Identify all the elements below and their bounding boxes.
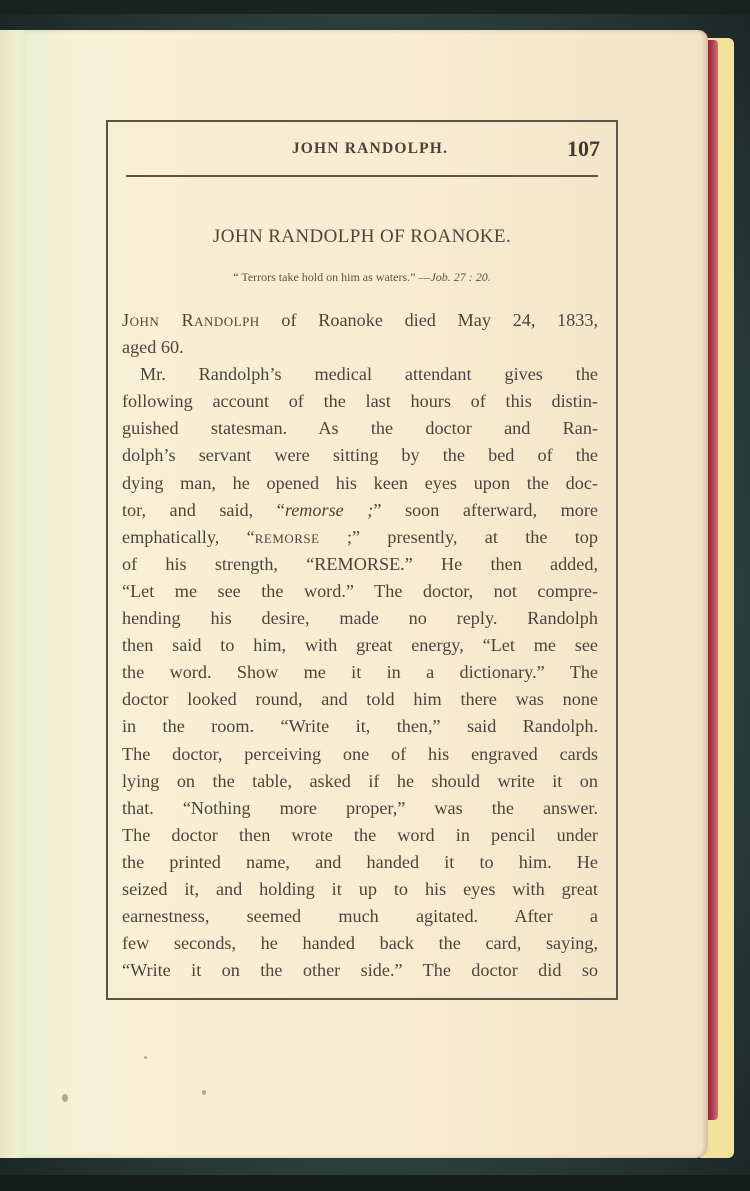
text-line <box>122 578 598 605</box>
text-run: The doctor then wrote the word in pencil under <box>122 824 598 845</box>
text-run: following account of the last hours of this distin- <box>122 391 598 412</box>
text-line <box>122 388 598 415</box>
page-number: 107 <box>567 136 600 161</box>
text-line <box>122 524 598 551</box>
text-run: The doctor, perceiving one of his engraved cards <box>122 743 598 764</box>
text-run: dolph’s servant were sitting by the bed of the <box>122 445 598 466</box>
text-line <box>122 876 598 903</box>
chapter-title: JOHN RANDOLPH OF ROANOKE. <box>212 226 512 247</box>
text-run: hending his desire, made no reply. Randolph <box>122 608 598 629</box>
text-run: few seconds, he handed back the card, saying, <box>122 933 598 954</box>
text-run: ” soon afterward, more <box>373 499 598 520</box>
text-line <box>122 713 598 740</box>
text-line <box>122 632 598 659</box>
text-line <box>122 605 598 632</box>
text-run: “Write it on the other side.” The doctor did so <box>122 960 598 981</box>
text-run: tor, and said, “ <box>122 499 285 520</box>
background-shadow-bottom <box>0 1175 750 1191</box>
text-run: ;” presently, at the top <box>319 526 598 547</box>
text-run: that. “Nothing more proper,” was the answer. <box>122 797 598 818</box>
background-shadow-top <box>0 0 750 14</box>
text-line <box>122 930 598 957</box>
text-run: of his strength, “REMORSE.” He then added, <box>122 553 598 574</box>
text-run: aged 60. <box>122 337 184 358</box>
text-line <box>122 551 598 578</box>
foxing-spot <box>202 1090 206 1095</box>
epigraph-citation: Job. 27 : 20. <box>430 270 491 284</box>
text-line <box>122 307 598 334</box>
text-run: Mr. Randolph’s medical attendant gives the <box>140 364 598 385</box>
text-line <box>122 768 598 795</box>
text-line <box>122 470 598 497</box>
text-line <box>122 497 598 524</box>
text-line <box>122 741 598 768</box>
text-line <box>122 957 598 984</box>
text-line <box>122 686 598 713</box>
running-title: JOHN RANDOLPH. <box>291 140 449 157</box>
text-line <box>122 822 598 849</box>
foxing-spot <box>62 1094 68 1102</box>
text-run: emphatically, “ <box>122 526 255 547</box>
text-run: then said to him, with great energy, “Let me see <box>122 635 598 656</box>
text-line <box>122 849 598 876</box>
text-run: seized it, and holding it up to his eyes with great <box>122 878 598 899</box>
text-run: in the room. “Write it, then,” said Randolph. <box>122 716 598 737</box>
header-rule <box>126 175 598 177</box>
text-run: “Let me see the word.” The doctor, not compre- <box>122 580 598 601</box>
text-run: of Roanoke died May 24, 1833, <box>259 310 598 330</box>
text-line <box>122 903 598 930</box>
text-line <box>122 442 598 469</box>
text-run: doctor looked round, and told him there was none <box>122 689 598 710</box>
text-run: dying man, he opened his keen eyes upon the doc- <box>122 472 598 493</box>
epigraph <box>126 270 598 285</box>
small-caps-text: remorse <box>254 526 320 547</box>
text-line <box>122 361 598 388</box>
text-run: lying on the table, asked if he should write it on <box>122 770 598 791</box>
small-caps-text: John Randolph <box>122 310 260 330</box>
text-run: guished statesman. As the doctor and Ran- <box>122 418 598 439</box>
foxing-spot <box>144 1056 147 1059</box>
text-run: the word. Show me it in a dictionary.” The <box>122 662 598 683</box>
text-line <box>122 795 598 822</box>
running-head <box>130 138 600 164</box>
body-text <box>122 307 598 984</box>
text-line <box>122 334 598 361</box>
text-line <box>122 415 598 442</box>
text-run: earnestness, seemed much agitated. After a <box>122 906 598 927</box>
text-run: the printed name, and handed it to him. He <box>122 851 598 872</box>
text-line <box>122 659 598 686</box>
epigraph-quote: “ Terrors take hold on him as waters.” — <box>233 270 431 284</box>
italic-text: remorse ; <box>284 499 374 520</box>
